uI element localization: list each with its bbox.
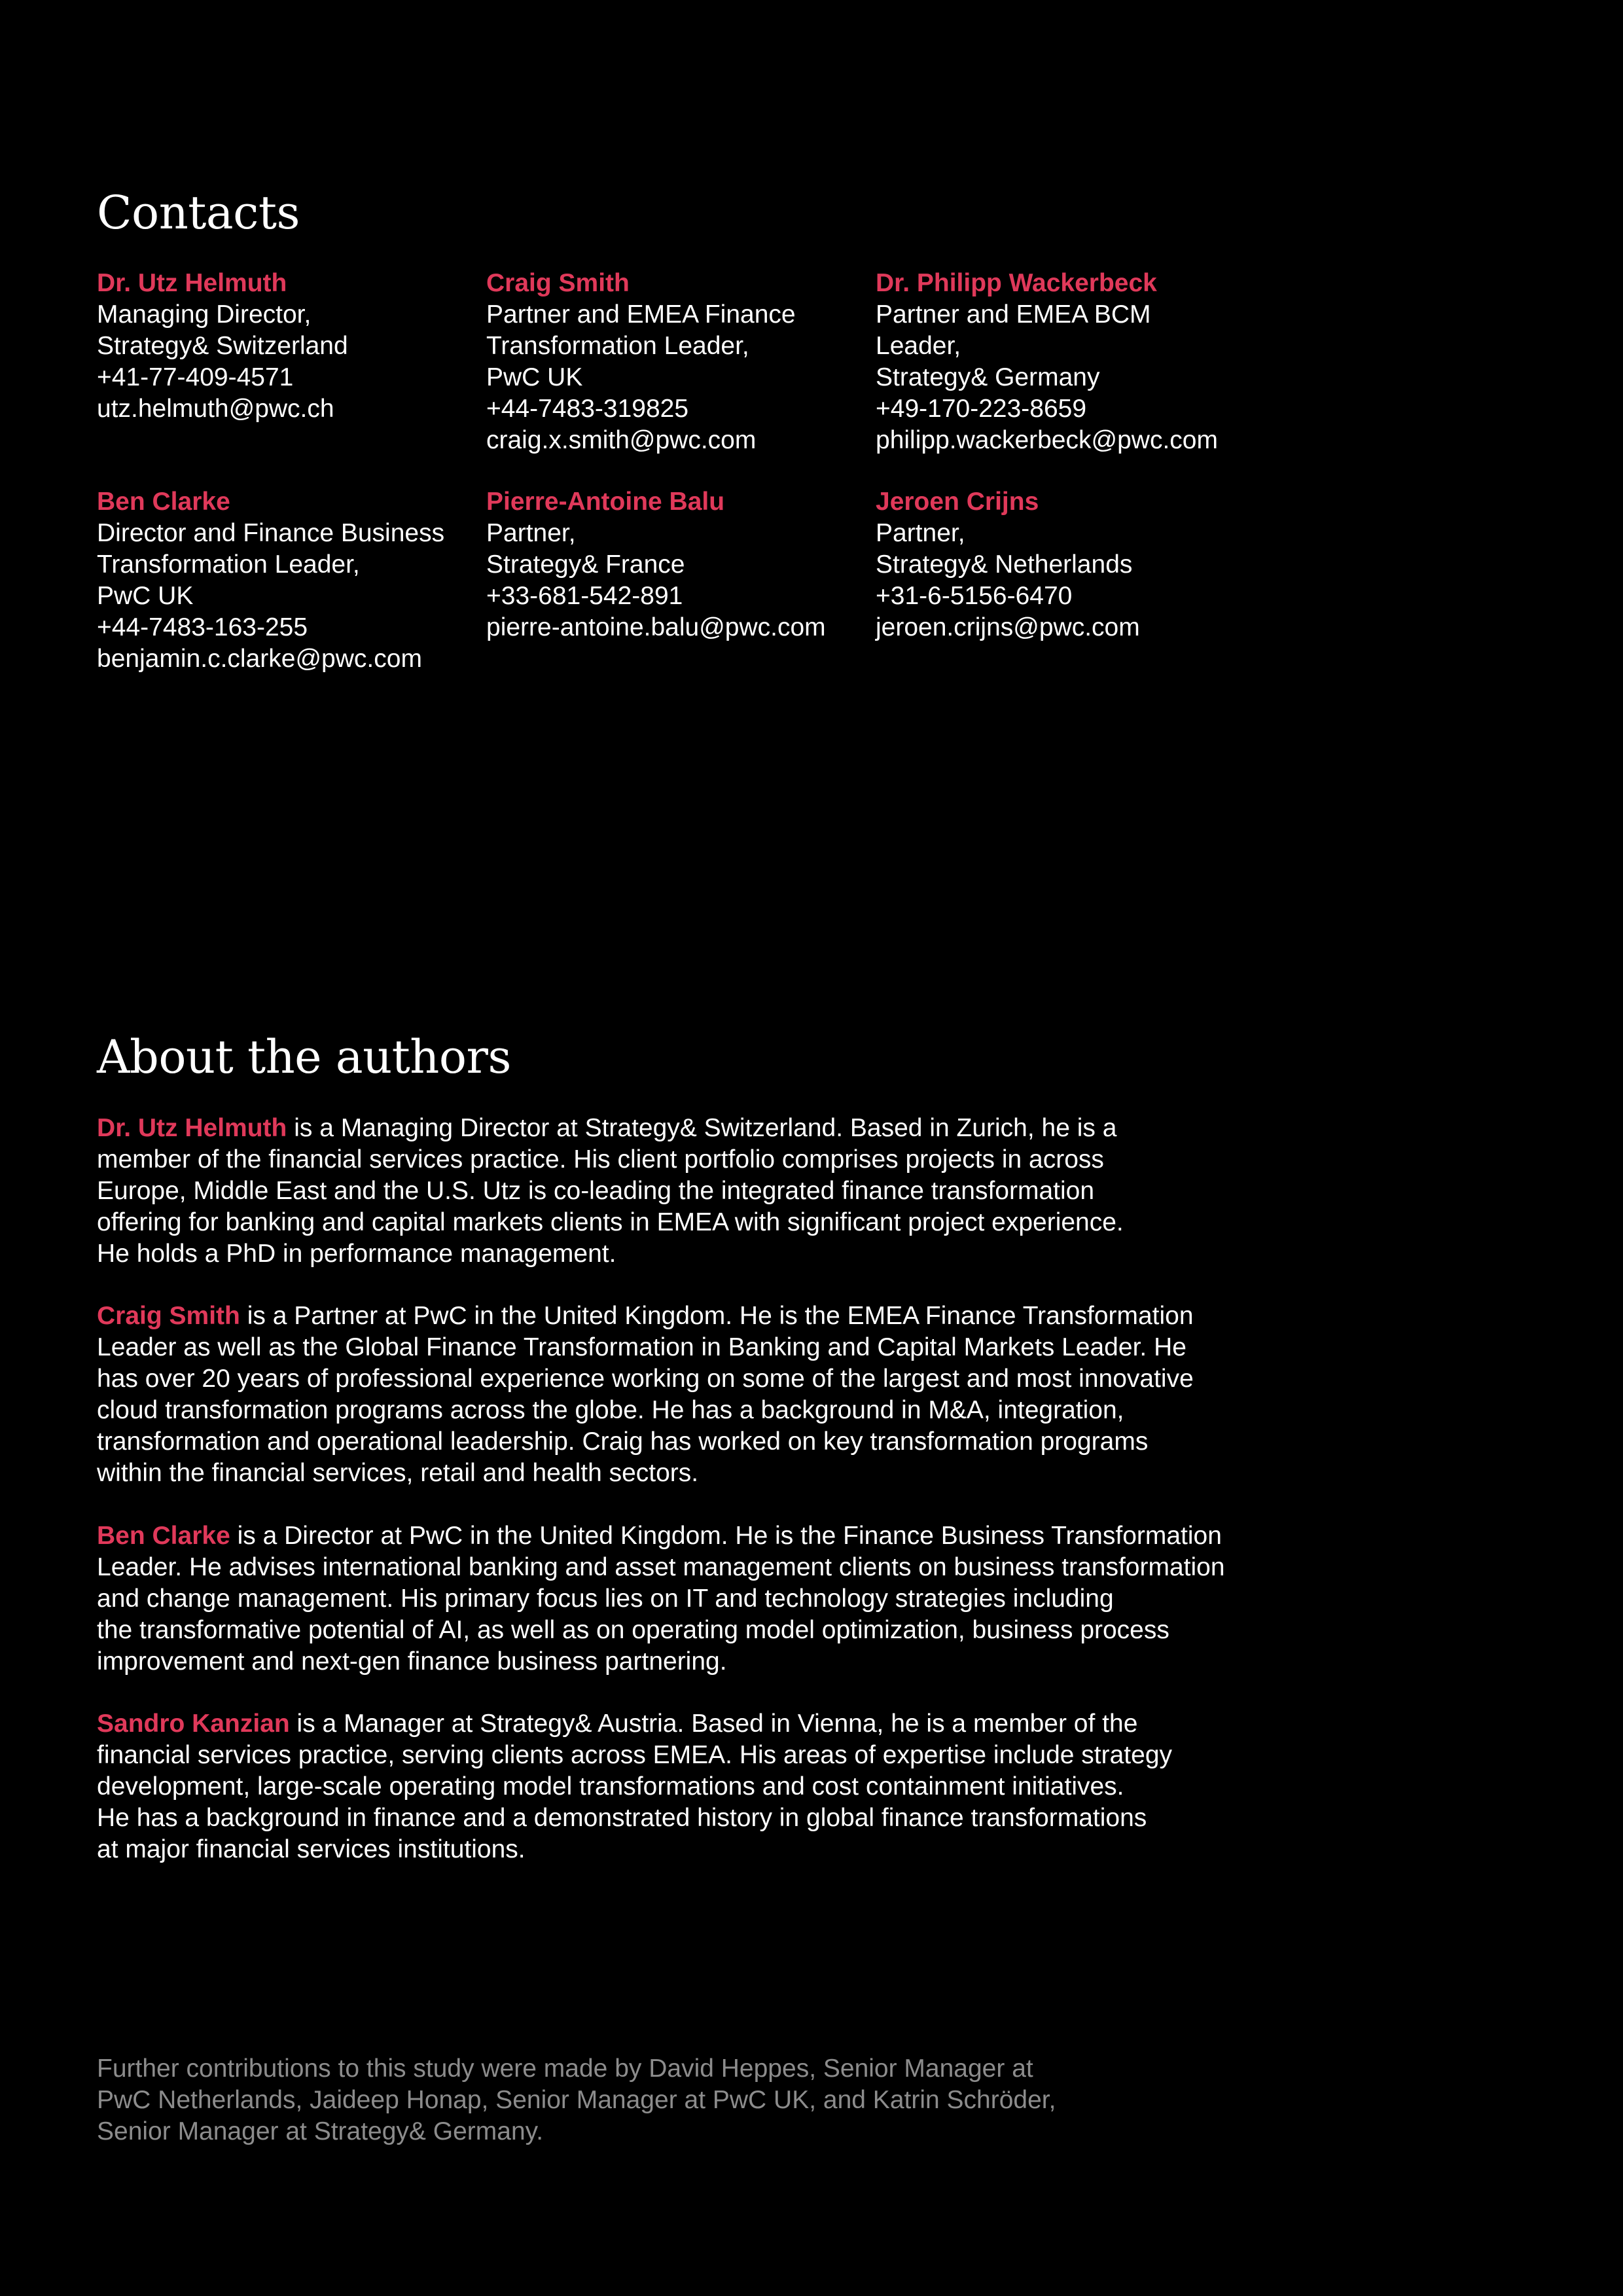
contact-organization: Strategy& Netherlands bbox=[876, 550, 1133, 579]
footer-line: Senior Manager at Strategy& Germany. bbox=[97, 2117, 544, 2145]
bio-line bbox=[97, 1300, 1236, 1332]
contact-phone: +44-7483-163-255 bbox=[97, 613, 308, 641]
author-name: Sandro Kanzian bbox=[97, 1710, 290, 1738]
contact-card-craig-smith bbox=[486, 268, 866, 456]
contact-title: Managing Director, bbox=[97, 300, 312, 329]
bio-line bbox=[97, 1708, 1236, 1740]
bio-text: is a Manager at Strategy& Austria. Based in Vienna, he is a member of the bbox=[289, 1710, 1138, 1738]
contact-organization: Strategy& Germany bbox=[876, 363, 1100, 391]
contact-title-cont: Leader, bbox=[876, 332, 961, 360]
bio-text: is a Managing Director at Strategy& Switzerland. Based in Zurich, he is a bbox=[287, 1114, 1117, 1142]
author-name: Dr. Utz Helmuth bbox=[97, 1114, 287, 1142]
contact-card-ben-clarke bbox=[97, 486, 476, 675]
bio-text: is a Partner at PwC in the United Kingdom. He is the EMEA Finance Transformation bbox=[240, 1302, 1194, 1330]
contact-email: philipp.wackerbeck@pwc.com bbox=[876, 426, 1218, 454]
author-name: Ben Clarke bbox=[97, 1522, 230, 1550]
contact-title-cont: Transformation Leader, bbox=[486, 332, 749, 360]
bio-line: He holds a PhD in performance management. bbox=[97, 1240, 616, 1268]
bio-line: has over 20 years of professional experience working on some of the largest and most innovative bbox=[97, 1365, 1194, 1393]
bio-line: the transformative potential of AI, as well as on operating model optimization, business process bbox=[97, 1616, 1169, 1644]
contacts-heading: Contacts bbox=[97, 186, 300, 240]
bio-line: Europe, Middle East and the U.S. Utz is co-leading the integrated finance transformation bbox=[97, 1177, 1095, 1205]
footer-line: PwC Netherlands, Jaideep Honap, Senior Manager at PwC UK, and Katrin Schröder, bbox=[97, 2086, 1056, 2114]
contact-name: Pierre-Antoine Balu bbox=[486, 488, 725, 516]
bio-line: He has a background in finance and a demonstrated history in global finance transformations bbox=[97, 1804, 1147, 1832]
contact-organization: Strategy& France bbox=[486, 550, 685, 579]
contact-email: craig.x.smith@pwc.com bbox=[486, 426, 757, 454]
bio-line: development, large-scale operating model transformations and cost containment initiatives. bbox=[97, 1772, 1124, 1801]
contact-organization: Strategy& Switzerland bbox=[97, 332, 348, 360]
contact-title: Partner and EMEA BCM bbox=[876, 300, 1151, 329]
contact-email: pierre-antoine.balu@pwc.com bbox=[486, 613, 826, 641]
contact-phone: +31-6-5156-6470 bbox=[876, 582, 1073, 610]
contact-card-pierre-antoine-balu bbox=[486, 486, 866, 643]
contact-title: Partner, bbox=[876, 519, 965, 547]
bio-line bbox=[97, 1520, 1236, 1552]
bio-line bbox=[97, 1113, 1236, 1144]
author-name: Craig Smith bbox=[97, 1302, 240, 1330]
contact-card-utz-helmuth bbox=[97, 268, 476, 425]
contributions-note bbox=[97, 2053, 1056, 2147]
contact-name: Ben Clarke bbox=[97, 488, 230, 516]
contact-phone: +33-681-542-891 bbox=[486, 582, 683, 610]
bio-line: transformation and operational leadership. Craig has worked on key transformation programs bbox=[97, 1427, 1149, 1456]
bio-line: financial services practice, serving clients across EMEA. His areas of expertise include strategy bbox=[97, 1741, 1173, 1769]
author-bio-ben-clarke bbox=[97, 1520, 1236, 1677]
contact-name: Dr. Utz Helmuth bbox=[97, 269, 287, 297]
bio-line: at major financial services institutions. bbox=[97, 1835, 526, 1863]
contact-name: Jeroen Crijns bbox=[876, 488, 1039, 516]
author-bio-utz-helmuth bbox=[97, 1113, 1236, 1270]
contact-email: utz.helmuth@pwc.ch bbox=[97, 395, 334, 423]
author-bio-craig-smith bbox=[97, 1300, 1236, 1489]
bio-line: and change management. His primary focus lies on IT and technology strategies including bbox=[97, 1585, 1114, 1613]
bio-line: Leader as well as the Global Finance Transformation in Banking and Capital Markets Leader. He bbox=[97, 1333, 1186, 1361]
contact-title-cont: Transformation Leader, bbox=[97, 550, 360, 579]
bio-line: improvement and next-gen finance business partnering. bbox=[97, 1647, 727, 1676]
contact-title: Director and Finance Business bbox=[97, 519, 445, 547]
bio-line: Leader. He advises international banking and asset management clients on business transformation bbox=[97, 1553, 1225, 1581]
authors-heading: About the authors bbox=[97, 1030, 511, 1084]
contact-email: benjamin.c.clarke@pwc.com bbox=[97, 645, 422, 673]
contact-card-philipp-wackerbeck bbox=[876, 268, 1255, 456]
contact-title: Partner and EMEA Finance bbox=[486, 300, 796, 329]
contact-phone: +41-77-409-4571 bbox=[97, 363, 294, 391]
bio-text: is a Director at PwC in the United Kingdom. He is the Finance Business Transformation bbox=[230, 1522, 1222, 1550]
contact-title: Partner, bbox=[486, 519, 576, 547]
contact-organization: PwC UK bbox=[97, 582, 194, 610]
footer-line: Further contributions to this study were made by David Heppes, Senior Manager at bbox=[97, 2054, 1033, 2083]
bio-line: offering for banking and capital markets clients in EMEA with significant project experience. bbox=[97, 1208, 1124, 1236]
contact-phone: +44-7483-319825 bbox=[486, 395, 689, 423]
bio-line: member of the financial services practice. His client portfolio comprises projects in across bbox=[97, 1145, 1104, 1174]
bio-line: cloud transformation programs across the globe. He has a background in M&A, integration, bbox=[97, 1396, 1124, 1424]
contact-card-jeroen-crijns bbox=[876, 486, 1255, 643]
contact-phone: +49-170-223-8659 bbox=[876, 395, 1087, 423]
contact-organization: PwC UK bbox=[486, 363, 583, 391]
author-bio-sandro-kanzian bbox=[97, 1708, 1236, 1865]
contact-email: jeroen.crijns@pwc.com bbox=[876, 613, 1140, 641]
contact-name: Craig Smith bbox=[486, 269, 630, 297]
bio-line: within the financial services, retail and health sectors. bbox=[97, 1459, 699, 1487]
contact-name: Dr. Philipp Wackerbeck bbox=[876, 269, 1157, 297]
